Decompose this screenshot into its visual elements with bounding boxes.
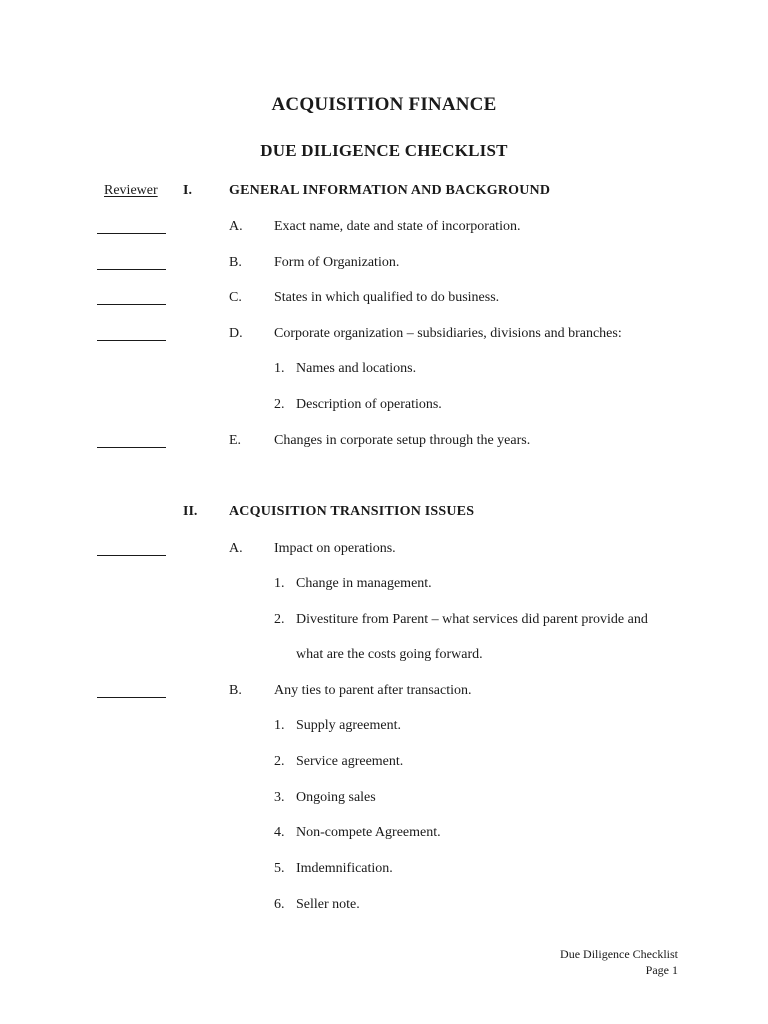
- item-letter: D.: [229, 326, 243, 341]
- reviewer-blank-line[interactable]: [97, 447, 166, 448]
- item-letter: C.: [229, 290, 242, 305]
- subitem-text: Imdemnification.: [296, 861, 393, 876]
- document-subtitle: DUE DILIGENCE CHECKLIST: [260, 141, 508, 160]
- reviewer-blank-line[interactable]: [97, 304, 166, 305]
- item-text: States in which qualified to do business.: [274, 290, 500, 305]
- subitem-text: Names and locations.: [296, 361, 417, 376]
- subitem-number: 2.: [274, 397, 285, 412]
- item-text: Impact on operations.: [274, 541, 396, 556]
- item-text: Exact name, date and state of incorporation.: [274, 219, 521, 234]
- subitem-text: Service agreement.: [296, 754, 404, 769]
- subitem-number: 1.: [274, 576, 285, 591]
- reviewer-blank-line[interactable]: [97, 340, 166, 341]
- section-title: ACQUISITION TRANSITION ISSUES: [229, 504, 475, 519]
- subitem-text-continuation: what are the costs going forward.: [296, 647, 483, 662]
- subitem-text: Supply agreement.: [296, 718, 401, 733]
- item-letter: A.: [229, 541, 243, 556]
- item-letter: E.: [229, 433, 242, 448]
- subitem-text: Change in management.: [296, 576, 432, 591]
- subitem-text: Seller note.: [296, 897, 360, 912]
- item-text: Corporate organization – subsidiaries, divisions and branches:: [274, 326, 622, 341]
- subitem-text: Ongoing sales: [296, 790, 376, 805]
- item-text: Form of Organization.: [274, 255, 400, 270]
- reviewer-blank-line[interactable]: [97, 269, 166, 270]
- subitem-number: 6.: [274, 897, 285, 912]
- subitem-number: 5.: [274, 861, 285, 876]
- footer-document-name: Due Diligence Checklist: [560, 947, 678, 961]
- item-text: Changes in corporate setup through the years.: [274, 433, 531, 448]
- section-numeral: I.: [183, 183, 192, 198]
- item-letter: B.: [229, 683, 242, 698]
- reviewer-blank-line[interactable]: [97, 233, 166, 234]
- item-letter: B.: [229, 255, 242, 270]
- subitem-number: 1.: [274, 361, 285, 376]
- subitem-number: 2.: [274, 612, 285, 627]
- item-letter: A.: [229, 219, 243, 234]
- subitem-number: 2.: [274, 754, 285, 769]
- section-numeral: II.: [183, 504, 198, 519]
- item-text: Any ties to parent after transaction.: [274, 683, 472, 698]
- subitem-number: 1.: [274, 718, 285, 733]
- reviewer-column-header: Reviewer: [104, 183, 158, 198]
- subitem-number: 3.: [274, 790, 285, 805]
- subitem-text: Description of operations.: [296, 397, 442, 412]
- document-title: ACQUISITION FINANCE: [271, 94, 497, 115]
- subitem-text: Non-compete Agreement.: [296, 825, 441, 840]
- reviewer-blank-line[interactable]: [97, 697, 166, 698]
- footer-page-number: Page 1: [645, 963, 678, 977]
- subitem-text: Divestiture from Parent – what services did parent provide and: [296, 612, 648, 627]
- section-title: GENERAL INFORMATION AND BACKGROUND: [229, 183, 551, 198]
- subitem-number: 4.: [274, 825, 285, 840]
- reviewer-blank-line[interactable]: [97, 555, 166, 556]
